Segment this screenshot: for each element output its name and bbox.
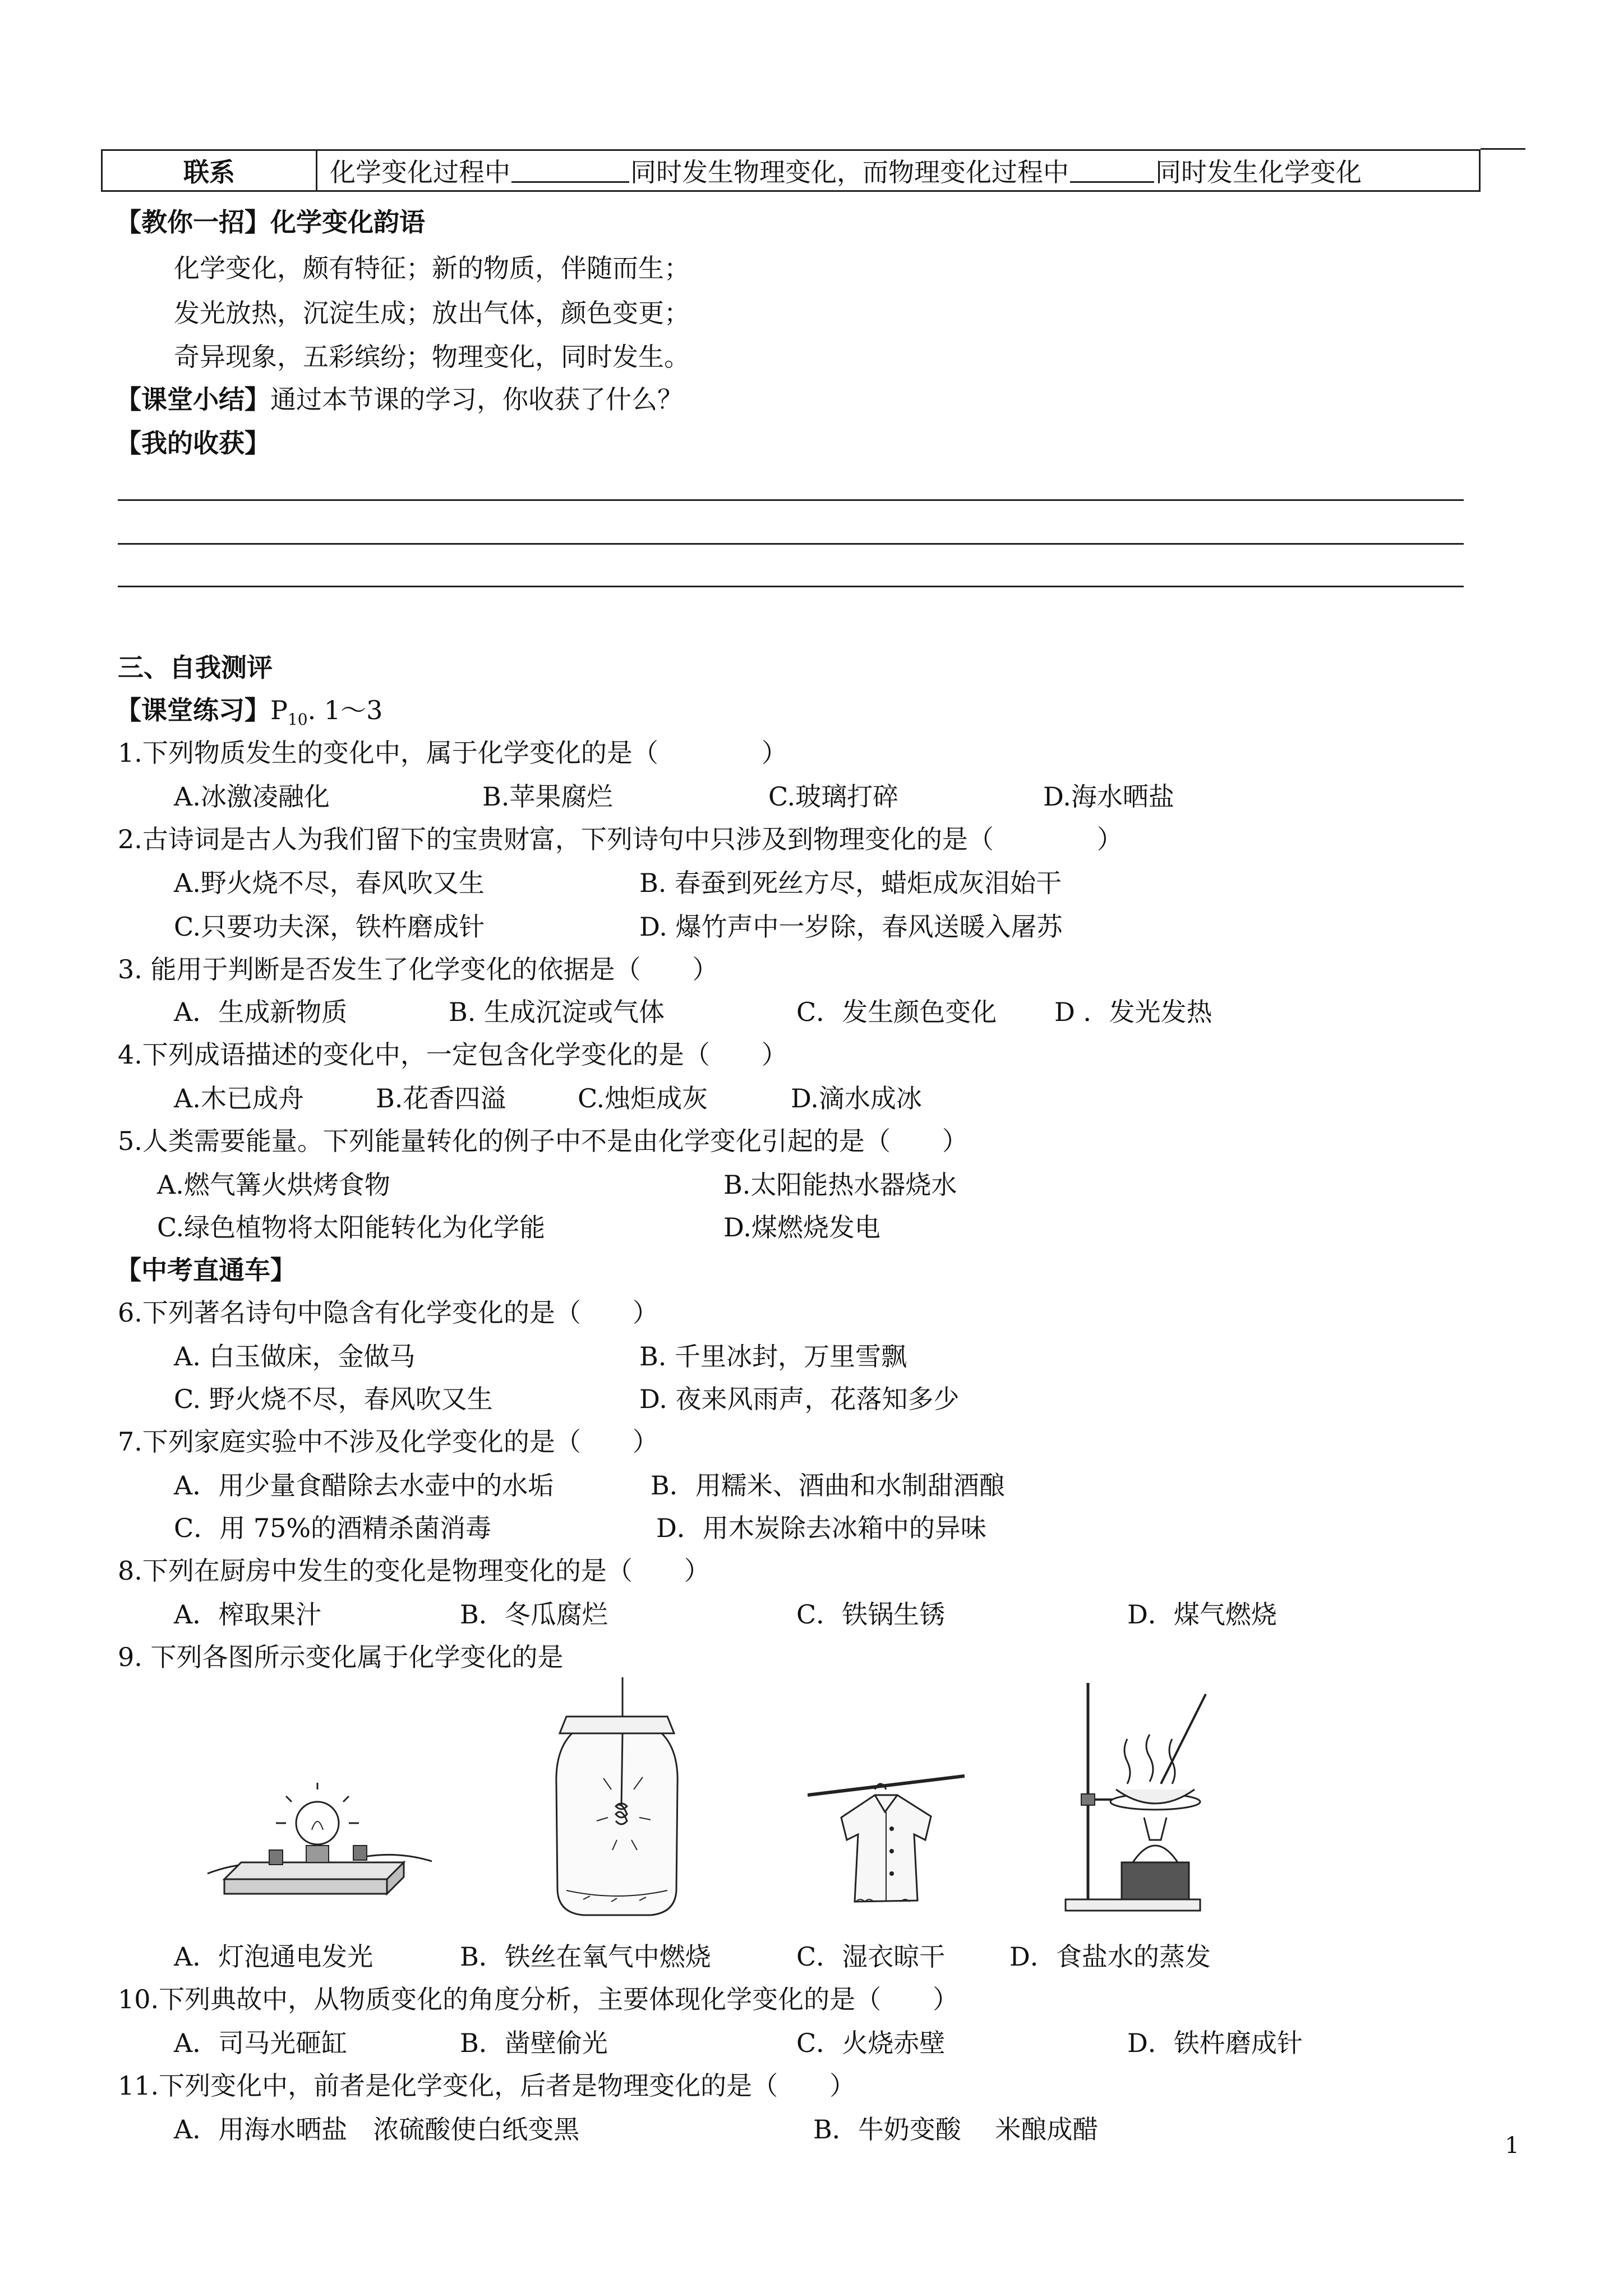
question-2-stem: 2.古诗词是古人为我们留下的宝贵财富，下列诗句中只涉及到物理变化的是（ ） bbox=[118, 824, 1123, 854]
question-10-option-c[interactable]: C．火烧赤壁 bbox=[796, 2028, 946, 2058]
summary-text: 通过本节课的学习，你收获了什么？ bbox=[270, 384, 683, 415]
light-bulb-circuit-figure bbox=[202, 1767, 437, 1902]
question-3-stem: 3. 能用于判断是否发生了化学变化的依据是（ ） bbox=[118, 954, 718, 984]
question-5-option-a[interactable]: A.燃气篝火烘烤食物 bbox=[157, 1170, 390, 1200]
question-10-option-d[interactable]: D．铁杵磨成针 bbox=[1127, 2028, 1303, 2058]
iron-wire-jar-figure bbox=[550, 1677, 690, 1924]
relation-text-before: 化学变化过程中 bbox=[330, 157, 510, 187]
question-10-option-b[interactable]: B．凿壁偷光 bbox=[460, 2028, 608, 2058]
question-5-option-b[interactable]: B.太阳能热水器烧水 bbox=[723, 1170, 957, 1200]
question-2-option-a[interactable]: A.野火烧不尽，春风吹又生 bbox=[174, 868, 485, 898]
relation-table-row bbox=[101, 149, 1481, 192]
question-9-option-a[interactable]: A．灯泡通电发光 bbox=[174, 1941, 374, 1972]
question-9-option-d[interactable]: D．食盐水的蒸发 bbox=[1009, 1941, 1211, 1972]
gas-jar-icon bbox=[550, 1677, 690, 1924]
question-1-option-a[interactable]: A.冰激凌融化 bbox=[174, 781, 330, 812]
question-6-option-d[interactable]: D. 夜来风雨声，花落知多少 bbox=[639, 1384, 960, 1414]
question-10-stem: 10.下列典故中，从物质变化的角度分析，主要体现化学变化的是（ ） bbox=[118, 1984, 959, 2014]
question-1-option-b[interactable]: B.苹果腐烂 bbox=[482, 781, 613, 812]
question-3-option-d[interactable]: D ．发光发热 bbox=[1054, 997, 1212, 1027]
question-6-option-c[interactable]: C. 野火烧不尽，春风吹又生 bbox=[174, 1384, 493, 1414]
practice-ref-rest: . 1～3 bbox=[307, 695, 383, 725]
section-title: 三、自我测评 bbox=[118, 652, 273, 683]
practice-ref-sub: 10 bbox=[287, 710, 308, 729]
question-9-option-c[interactable]: C．湿衣晾干 bbox=[796, 1941, 946, 1972]
answer-line-3[interactable] bbox=[118, 586, 1464, 587]
practice-ref-p: P bbox=[270, 695, 288, 725]
tip-line-1: 化学变化，颇有特征；新的物质，伴随而生； bbox=[174, 253, 690, 283]
practice-heading bbox=[116, 694, 382, 735]
question-6-option-a[interactable]: A. 白玉做床，金做马 bbox=[174, 1341, 416, 1372]
question-2-option-d[interactable]: D. 爆竹声中一岁除，春风送暖入屠苏 bbox=[639, 912, 1063, 942]
question-3-option-c[interactable]: C．发生颜色变化 bbox=[796, 997, 997, 1027]
practice-label: 【课堂练习】 bbox=[116, 695, 270, 725]
question-3-option-a[interactable]: A．生成新物质 bbox=[174, 997, 348, 1027]
question-9-option-b[interactable]: B．铁丝在氧气中燃烧 bbox=[460, 1941, 711, 1972]
relation-table-head: 联系 bbox=[103, 151, 317, 190]
fill-blank-2[interactable] bbox=[1070, 159, 1154, 183]
question-4-option-b[interactable]: B.花香四溢 bbox=[376, 1083, 506, 1114]
question-2-option-b[interactable]: B. 春蚕到死丝方尽，蜡炬成灰泪始干 bbox=[639, 868, 1062, 898]
tip-heading bbox=[116, 206, 425, 238]
relation-text-after: 同时发生化学变化 bbox=[1155, 157, 1362, 187]
question-7-option-d[interactable]: D．用木炭除去冰箱中的异味 bbox=[656, 1513, 986, 1543]
light-bulb-icon bbox=[202, 1767, 437, 1902]
clothes-on-pole-icon bbox=[808, 1767, 965, 1913]
harvest-label: 【我的收获】 bbox=[116, 428, 270, 458]
question-2-option-c[interactable]: C.只要功夫深，铁杵磨成针 bbox=[174, 912, 485, 942]
tip-line-3: 奇异现象，五彩缤纷；物理变化，同时发生。 bbox=[174, 342, 690, 372]
question-11-option-a[interactable]: A．用海水晒盐 浓硫酸使白纸变黑 bbox=[174, 2114, 580, 2145]
question-8-option-a[interactable]: A．榨取果汁 bbox=[174, 1599, 322, 1630]
question-3-option-b[interactable]: B. 生成沉淀或气体 bbox=[449, 997, 665, 1027]
relation-table-body bbox=[317, 151, 1479, 190]
evaporating-dish-icon bbox=[1049, 1677, 1228, 1918]
question-8-option-c[interactable]: C．铁锅生锈 bbox=[796, 1599, 946, 1630]
question-10-option-a[interactable]: A．司马光砸缸 bbox=[174, 2028, 348, 2058]
tip-line-2: 发光放热，沉淀生成；放出气体，颜色变更； bbox=[174, 298, 690, 328]
question-4-option-a[interactable]: A.木已成舟 bbox=[174, 1083, 304, 1114]
exam-label: 【中考直通车】 bbox=[116, 1255, 296, 1285]
wet-clothes-figure bbox=[808, 1767, 965, 1913]
question-5-option-d[interactable]: D.煤燃烧发电 bbox=[723, 1212, 880, 1243]
question-8-stem: 8.下列在厨房中发生的变化是物理变化的是（ ） bbox=[118, 1556, 710, 1586]
fill-blank-1[interactable] bbox=[511, 159, 629, 183]
question-4-option-c[interactable]: C.烛炬成灰 bbox=[578, 1083, 708, 1114]
question-8-option-b[interactable]: B．冬瓜腐烂 bbox=[460, 1599, 608, 1630]
question-4-stem: 4.下列成语描述的变化中，一定包含化学变化的是（ ） bbox=[118, 1039, 787, 1070]
tip-title: 化学变化韵语 bbox=[270, 207, 425, 237]
question-1-option-c[interactable]: C.玻璃打碎 bbox=[768, 781, 899, 812]
question-11-stem: 11.下列变化中，前者是化学变化，后者是物理变化的是（ ） bbox=[118, 2070, 856, 2101]
relation-text-mid: 同时发生物理变化，而物理变化过程中 bbox=[630, 157, 1069, 187]
question-8-option-d[interactable]: D．煤气燃烧 bbox=[1127, 1599, 1277, 1630]
table-top-rule bbox=[1481, 148, 1525, 150]
tip-label: 【教你一招】 bbox=[116, 207, 270, 237]
question-7-option-c[interactable]: C．用 75%的酒精杀菌消毒 bbox=[174, 1513, 492, 1543]
answer-line-2[interactable] bbox=[118, 543, 1464, 545]
question-11-option-b[interactable]: B．牛奶变酸 米酿成醋 bbox=[813, 2114, 1099, 2145]
question-7-option-a[interactable]: A．用少量食醋除去水壶中的水垢 bbox=[174, 1470, 554, 1501]
question-6-option-b[interactable]: B. 千里冰封，万里雪飘 bbox=[639, 1341, 907, 1372]
question-4-option-d[interactable]: D.滴水成冰 bbox=[791, 1083, 922, 1114]
question-7-option-b[interactable]: B．用糯米、酒曲和水制甜酒酿 bbox=[651, 1470, 1005, 1501]
answer-line-1[interactable] bbox=[118, 499, 1464, 501]
summary-label: 【课堂小结】 bbox=[116, 384, 270, 415]
question-7-stem: 7.下列家庭实验中不涉及化学变化的是（ ） bbox=[118, 1427, 658, 1457]
question-1-stem: 1.下列物质发生的变化中，属于化学变化的是（ ） bbox=[118, 738, 787, 768]
question-1-option-d[interactable]: D.海水晒盐 bbox=[1043, 781, 1174, 812]
question-6-stem: 6.下列著名诗句中隐含有化学变化的是（ ） bbox=[118, 1297, 658, 1328]
evaporation-apparatus-figure bbox=[1049, 1677, 1228, 1918]
question-5-stem: 5.人类需要能量。下列能量转化的例子中不是由化学变化引起的是（ ） bbox=[118, 1126, 968, 1156]
summary-line bbox=[116, 384, 683, 415]
page-number: 1 bbox=[1505, 2133, 1519, 2159]
question-9-stem: 9. 下列各图所示变化属于化学变化的是 bbox=[118, 1642, 564, 1672]
question-5-option-c[interactable]: C.绿色植物将太阳能转化为化学能 bbox=[157, 1212, 546, 1243]
